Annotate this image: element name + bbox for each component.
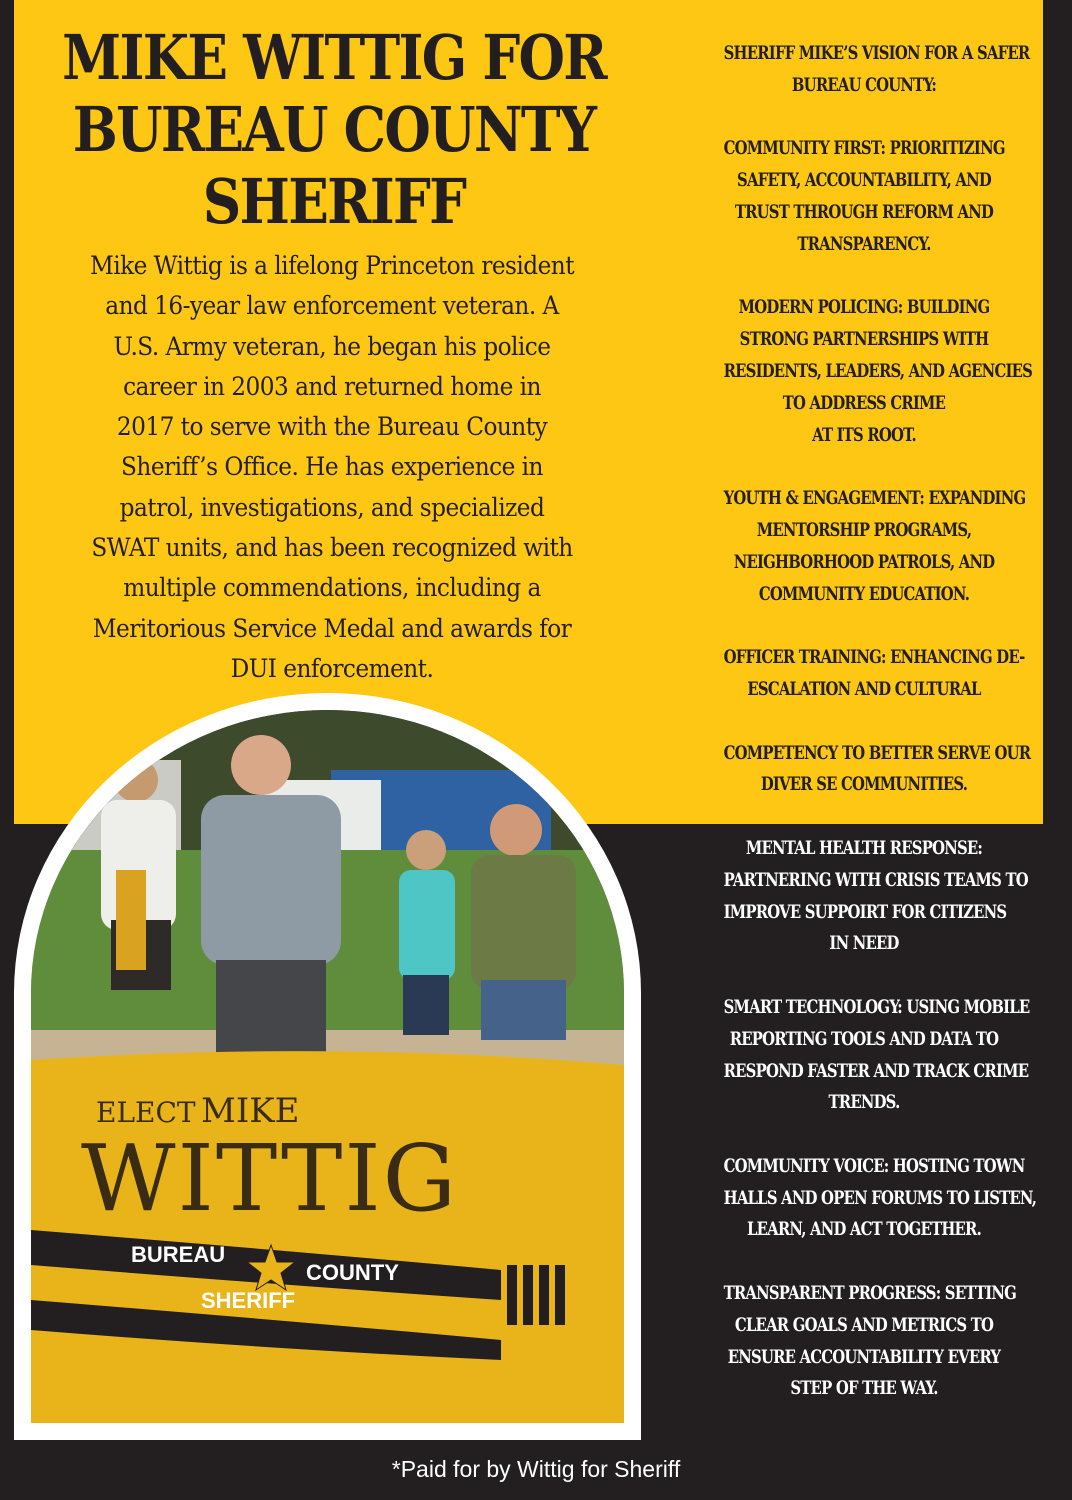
spacer [684, 706, 1044, 738]
vision-item-community-voice [684, 1151, 1044, 1246]
vision-item-modern-policing [684, 292, 1044, 451]
banner-mike: MIKE [201, 1091, 300, 1131]
banner-county: COUNTY [306, 1260, 399, 1285]
headline [59, 22, 609, 238]
vision-list [684, 38, 1044, 1405]
vision-line: COMMUNITY VOICE: HOSTING TOWN [723, 1154, 1025, 1177]
vision-line: IMPROVE SUPPOIRT FOR CITIZENS [723, 900, 1007, 923]
bio-line: and 16-year law enforcement veteran. A [105, 291, 559, 321]
vision-line: COMMUNITY FIRST: PRIORITIZING [723, 137, 1005, 160]
vision-line: COMMUNITY EDUCATION. [758, 582, 970, 605]
bio-line: career in 2003 and returned home in [123, 371, 541, 401]
vision-line: TRANSPARENT PROGRESS: SETTING [723, 1282, 1017, 1305]
vision-line: STRONG PARTNERSHIPS WITH [739, 328, 989, 351]
vision-line: HALLS AND OPEN FORUMS TO LISTEN, [723, 1186, 1037, 1209]
bio-line: Mike Wittig is a lifelong Princeton resident [89, 251, 575, 280]
spacer [684, 451, 1044, 483]
campaign-banner [31, 1051, 624, 1423]
vision-title [684, 38, 1044, 102]
vision-line: COMPETENCY TO BETTER SERVE OUR [723, 741, 1031, 764]
vision-line: REPORTING TOOLS AND DATA TO [729, 1027, 999, 1050]
vision-line: MODERN POLICING: BUILDING [738, 296, 990, 319]
vision-line: RESIDENTS, LEADERS, AND AGENCIES [723, 359, 1033, 382]
vision-line: MENTAL HEALTH RESPONSE: [745, 836, 983, 859]
spacer [684, 801, 1044, 833]
campaign-photo [31, 710, 624, 1423]
spacer [684, 261, 1044, 293]
paid-for-disclaimer: *Paid for by Wittig for Sheriff [391, 1456, 681, 1482]
vision-line: NEIGHBORHOOD PATROLS, AND [733, 550, 995, 573]
vision-line: SAFETY, ACCOUNTABILITY, AND [737, 169, 991, 192]
vision-item-transparent-progress [684, 1278, 1044, 1405]
vision-line: TO ADDRESS CRIME [782, 391, 946, 414]
candidate-bio [22, 246, 642, 689]
vision-item-competency [684, 738, 1044, 802]
headline-line: SHERIFF [202, 165, 466, 238]
vision-item-officer-training [684, 642, 1044, 706]
vision-line: ENSURE ACCOUNTABILITY EVERY [727, 1345, 1001, 1368]
spacer [684, 102, 1044, 134]
vision-item-youth-engagement [684, 483, 1044, 610]
vision-line: SMART TECHNOLOGY: USING MOBILE [723, 995, 1030, 1018]
banner-sheriff: SHERIFF [201, 1288, 296, 1313]
bio-line: 2017 to serve with the Bureau County [116, 412, 548, 442]
bio-line: patrol, investigations, and specialized [119, 492, 545, 522]
vision-line: YOUTH & ENGAGEMENT: EXPANDING [723, 487, 1026, 510]
vision-line: TRENDS. [828, 1091, 900, 1114]
vision-line: TRANSPARENCY. [797, 232, 931, 255]
vision-line: SHERIFF MIKE’S VISION FOR A SAFER [723, 42, 1030, 64]
banner-elect: ELECT [96, 1096, 196, 1129]
photo-illustration [31, 710, 624, 1423]
vision-line: LEARN, AND ACT TOGETHER. [747, 1218, 981, 1241]
campaign-photo-frame [14, 693, 641, 1440]
spacer [684, 1246, 1044, 1278]
headline-line: MIKE WITTIG FOR [62, 21, 606, 94]
vision-line: CLEAR GOALS AND METRICS TO [734, 1313, 994, 1336]
vision-line: OFFICER TRAINING: ENHANCING DE- [723, 646, 1025, 669]
bio-line: multiple commendations, including a [123, 573, 541, 603]
vision-line: DIVER SE COMMUNITIES. [760, 773, 968, 796]
vision-line: AT ITS ROOT. [812, 423, 916, 446]
vision-item-community-first [684, 133, 1044, 260]
bio-line: Meritorious Service Medal and awards for [92, 613, 572, 643]
banner-name: WITTIG [81, 1125, 459, 1232]
vision-item-smart-technology [684, 992, 1044, 1119]
vision-line: RESPOND FASTER AND TRACK CRIME [723, 1059, 1029, 1082]
vision-line: STEP OF THE WAY. [790, 1377, 938, 1400]
bio-line: SWAT units, and has been recognized with [91, 533, 573, 563]
vision-line: BUREAU COUNTY: [791, 73, 937, 96]
vision-line: ESCALATION AND CULTURAL [747, 677, 981, 700]
headline-line: BUREAU COUNTY [72, 93, 596, 166]
bio-line: DUI enforcement. [230, 653, 434, 683]
bio-line: Sheriff’s Office. He has experience in [121, 452, 543, 482]
spacer [684, 960, 1044, 992]
vision-line: TRUST THROUGH REFORM AND [734, 200, 994, 223]
vision-item-mental-health [684, 833, 1044, 960]
spacer [684, 1119, 1044, 1151]
vision-line: IN NEED [829, 932, 899, 955]
vision-line: PARTNERING WITH CRISIS TEAMS TO [723, 868, 1028, 891]
spacer [684, 610, 1044, 642]
vision-line: MENTORSHIP PROGRAMS, [756, 518, 972, 541]
bio-line: U.S. Army veteran, he began his police [113, 331, 551, 361]
banner-bureau: BUREAU [131, 1242, 226, 1267]
